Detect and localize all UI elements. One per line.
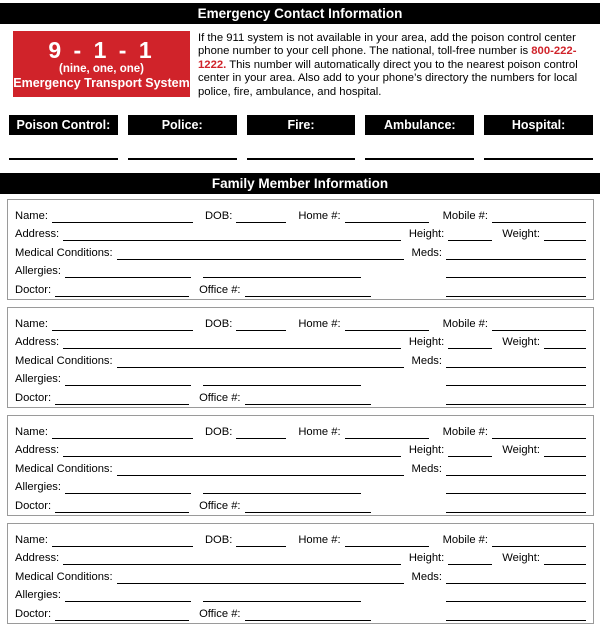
doctor-write-line	[55, 395, 189, 405]
family-section-header: Family Member Information	[0, 173, 600, 194]
allergies-extra-write-line	[203, 376, 361, 386]
medical-conditions-write-line	[117, 250, 404, 260]
meds-label: Meds:	[411, 354, 442, 367]
dob-label: DOB:	[204, 209, 233, 222]
contact-write-line	[128, 158, 237, 160]
weight-write-line	[544, 447, 586, 457]
member-row-3	[15, 349, 586, 368]
dob-label: DOB:	[204, 425, 233, 438]
height-label: Height:	[408, 444, 445, 457]
doctor-write-line	[55, 503, 189, 513]
home-phone-label: Home #:	[298, 533, 341, 546]
medical-conditions-label: Medical Conditions:	[15, 354, 113, 367]
member-row-2	[15, 439, 586, 458]
family-member-block-2	[7, 307, 594, 408]
contact-write-line	[247, 158, 356, 160]
mobile-phone-label: Mobile #:	[442, 425, 488, 438]
family-member-block-3	[7, 415, 594, 516]
address-label: Address:	[15, 336, 60, 349]
weight-write-line	[544, 339, 586, 349]
family-member-block-4	[7, 523, 594, 624]
height-write-line	[448, 231, 492, 241]
mobile-phone-write-line	[492, 321, 586, 331]
allergies-write-line	[65, 484, 191, 494]
height-write-line	[448, 339, 492, 349]
weight-label: Weight:	[502, 444, 540, 457]
911-badge	[13, 31, 190, 97]
dob-label: DOB:	[204, 533, 233, 546]
allergies-label: Allergies:	[15, 589, 62, 602]
contact-label-police: Police:	[128, 115, 237, 135]
medical-conditions-label: Medical Conditions:	[15, 462, 113, 475]
mobile-phone-label: Mobile #:	[442, 317, 488, 330]
doctor-write-line	[55, 611, 189, 621]
home-phone-label: Home #:	[298, 209, 341, 222]
contact-write-line	[9, 158, 118, 160]
home-phone-write-line	[345, 537, 429, 547]
meds-write-line	[446, 250, 586, 260]
name-write-line	[52, 321, 193, 331]
member-row-5	[15, 602, 586, 621]
office-phone-write-line	[245, 395, 371, 405]
dob-write-line	[236, 213, 286, 223]
home-phone-write-line	[345, 429, 429, 439]
height-write-line	[448, 555, 492, 565]
height-label: Height:	[408, 228, 445, 241]
contact-write-line	[484, 158, 593, 160]
member-row-5	[15, 386, 586, 405]
contact-write-lines-row	[9, 158, 593, 160]
family-members-list	[0, 199, 600, 624]
poison-control-paragraph	[190, 31, 596, 99]
meds-label: Meds:	[411, 570, 442, 583]
paragraph-text-before: If the 911 system is not available in your area, add the poison control center phone number to your cell phone. The national, toll-free number is	[198, 32, 576, 58]
doctor-label: Doctor:	[15, 392, 52, 404]
dob-write-line	[236, 321, 286, 331]
member-row-5	[15, 278, 586, 297]
member-row-3	[15, 565, 586, 584]
family-member-block-1	[7, 199, 594, 300]
office-phone-write-line	[245, 503, 371, 513]
mobile-phone-write-line	[492, 537, 586, 547]
meds-continuation-line-2	[446, 503, 586, 513]
height-label: Height:	[408, 552, 445, 565]
911-words: (nine, one, one)	[59, 63, 144, 75]
member-row-1	[15, 528, 586, 547]
meds-continuation-line-2	[446, 611, 586, 621]
mobile-phone-label: Mobile #:	[442, 533, 488, 546]
member-row-4	[15, 260, 586, 279]
home-phone-write-line	[345, 213, 429, 223]
weight-label: Weight:	[502, 552, 540, 565]
medical-conditions-label: Medical Conditions:	[15, 246, 113, 259]
home-phone-label: Home #:	[298, 317, 341, 330]
member-row-1	[15, 204, 586, 223]
name-label: Name:	[15, 425, 48, 438]
address-label: Address:	[15, 552, 60, 565]
poison-control-phone: 800-222-1222.	[198, 45, 577, 71]
paragraph-text-after: This number will automatically direct you to the nearest poison control center in your area. Also add to your phone’s directory the numbers for local police, fire, ambulance, and hospital.	[198, 58, 578, 98]
office-phone-label: Office #:	[199, 392, 241, 404]
medical-conditions-write-line	[117, 358, 404, 368]
mobile-phone-write-line	[492, 429, 586, 439]
meds-label: Meds:	[411, 246, 442, 259]
meds-label: Meds:	[411, 462, 442, 475]
allergies-write-line	[65, 376, 191, 386]
medical-conditions-write-line	[117, 466, 404, 476]
mobile-phone-label: Mobile #:	[442, 209, 488, 222]
allergies-extra-write-line	[203, 268, 361, 278]
name-write-line	[52, 213, 193, 223]
height-label: Height:	[408, 336, 445, 349]
contact-label-fire: Fire:	[247, 115, 356, 135]
member-row-3	[15, 241, 586, 260]
address-write-line	[63, 555, 401, 565]
address-write-line	[63, 339, 401, 349]
allergies-label: Allergies:	[15, 265, 62, 278]
allergies-extra-write-line	[203, 592, 361, 602]
address-write-line	[63, 447, 401, 457]
meds-write-line	[446, 574, 586, 584]
member-row-2	[15, 547, 586, 566]
meds-continuation-line-1	[446, 268, 586, 278]
contact-label-poison-control: Poison Control:	[9, 115, 118, 135]
meds-continuation-line-2	[446, 287, 586, 297]
name-label: Name:	[15, 317, 48, 330]
emergency-section-header: Emergency Contact Information	[0, 3, 600, 24]
contact-label-hospital: Hospital:	[484, 115, 593, 135]
allergies-label: Allergies:	[15, 481, 62, 494]
address-label: Address:	[15, 228, 60, 241]
weight-write-line	[544, 231, 586, 241]
meds-continuation-line-1	[446, 484, 586, 494]
meds-continuation-line-1	[446, 592, 586, 602]
member-row-1	[15, 312, 586, 331]
allergies-label: Allergies:	[15, 373, 62, 386]
member-row-4	[15, 476, 586, 495]
office-phone-label: Office #:	[199, 500, 241, 512]
doctor-label: Doctor:	[15, 500, 52, 512]
contact-label-ambulance: Ambulance:	[365, 115, 474, 135]
office-phone-label: Office #:	[199, 608, 241, 620]
meds-continuation-line-2	[446, 395, 586, 405]
medical-conditions-label: Medical Conditions:	[15, 570, 113, 583]
office-phone-label: Office #:	[199, 284, 241, 296]
meds-write-line	[446, 466, 586, 476]
contact-write-line	[365, 158, 474, 160]
home-phone-label: Home #:	[298, 425, 341, 438]
home-phone-write-line	[345, 321, 429, 331]
weight-label: Weight:	[502, 336, 540, 349]
name-label: Name:	[15, 209, 48, 222]
911-number: 9 - 1 - 1	[48, 37, 155, 63]
mobile-phone-write-line	[492, 213, 586, 223]
911-caption: Emergency Transport System	[13, 76, 190, 90]
medical-conditions-write-line	[117, 574, 404, 584]
height-write-line	[448, 447, 492, 457]
weight-write-line	[544, 555, 586, 565]
name-write-line	[52, 537, 193, 547]
member-row-2	[15, 331, 586, 350]
member-row-4	[15, 584, 586, 603]
member-row-2	[15, 223, 586, 242]
dob-write-line	[236, 429, 286, 439]
doctor-write-line	[55, 287, 189, 297]
office-phone-write-line	[245, 287, 371, 297]
address-label: Address:	[15, 444, 60, 457]
doctor-label: Doctor:	[15, 608, 52, 620]
member-row-3	[15, 457, 586, 476]
contact-labels-row	[9, 115, 593, 135]
member-row-4	[15, 368, 586, 387]
address-write-line	[63, 231, 401, 241]
name-label: Name:	[15, 533, 48, 546]
member-row-1	[15, 420, 586, 439]
weight-label: Weight:	[502, 228, 540, 241]
meds-write-line	[446, 358, 586, 368]
doctor-label: Doctor:	[15, 284, 52, 296]
meds-continuation-line-1	[446, 376, 586, 386]
name-write-line	[52, 429, 193, 439]
office-phone-write-line	[245, 611, 371, 621]
allergies-write-line	[65, 592, 191, 602]
dob-write-line	[236, 537, 286, 547]
member-row-5	[15, 494, 586, 513]
dob-label: DOB:	[204, 317, 233, 330]
emergency-section	[13, 31, 596, 99]
allergies-write-line	[65, 268, 191, 278]
allergies-extra-write-line	[203, 484, 361, 494]
